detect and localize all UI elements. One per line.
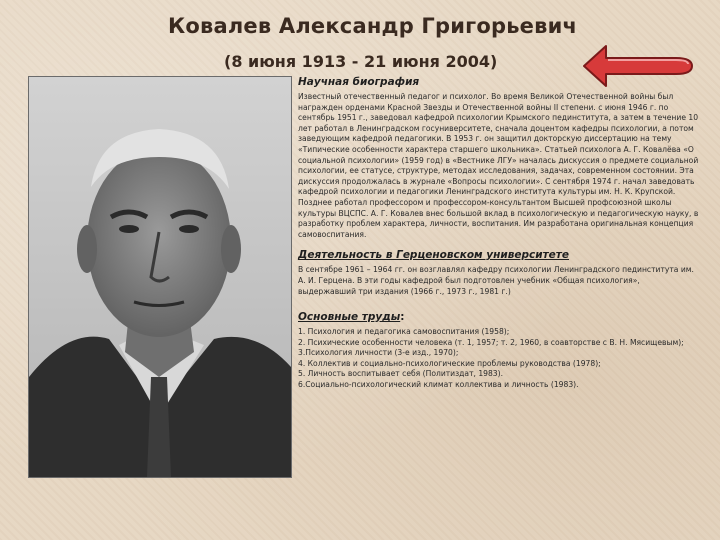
content-column: [298, 76, 700, 391]
works-item: 5. Личность воспитывает себя (Политиздат, 1983).: [298, 369, 504, 379]
life-dates: (8 июня 1913 - 21 июня 2004): [224, 52, 498, 71]
bio-text: Известный отечественный педагог и психолог. Во время Великой Отечественной войны был награжден орденами Красной Звезды и Отечественной войны II степени. с июня 1946 г. по сентябрь 1951 г., заведовал кафедрой психологии Крымского пединститута, а затем в течение 10 лет работал в Ленинградском госуниверситете, сначала доцентом кафедры психологии, а потом заведующим кафедрой педагогики. В 1953 г. он защитил докторскую диссертацию на тему «Типические особенности характера старшего школьника». Статьей психолога А. Г. Ковалёва «О социальной психологии» (1959 год) в «Вестнике ЛГУ» началась дискуссия о предмете социальной психологии, ее статусе, структуре, методах исследования, задачах, современном состоянии. Эта дискуссия продолжалась в журнале «Вопросы психологии». С сентября 1974 г. начал заведовать кафедрой психологии и педагогики Ленинградского института культуры им. Н. К. Крупской. Позднее работал профессором и профессором-консультантом Высшей профсоюзной школы культуры ВЦСПС. А. Г. Ковалев внес большой вклад в психологическую и педагогическую науку, в разработку проблем характера, личности, воспитания. Им разработана оригинальная концепция самовоспитания.: [298, 92, 699, 239]
works-list: [298, 327, 700, 391]
works-item: 2. Психические особенности человека (т. 1, 1957; т. 2, 1960, в соавторстве с В. Н. Мясищевым);: [298, 337, 684, 347]
section-works: [298, 311, 700, 391]
page-title: Ковалев Александр Григорьевич: [168, 14, 578, 38]
bio-heading: Научная биография: [298, 76, 420, 88]
works-item: 1. Психология и педагогика самовоспитания (1958);: [298, 327, 510, 337]
works-item: 3.Психология личности (3-е изд., 1970);: [298, 348, 459, 358]
works-heading-colon: :: [400, 311, 405, 324]
works-item: 4. Коллектив и социально-психологические проблемы руководства (1978);: [298, 358, 601, 368]
works-item: 6.Социально-психологический климат коллектива и личность (1983).: [298, 380, 579, 390]
section-bio: [298, 76, 700, 240]
herzen-text: В сентябре 1961 – 1964 гг. он возглавлял кафедру психологии Ленинградского пединститута им. А. И. Герцена. В эти годы кафедрой был подготовлен учебник «Общая психология», выдержавший три издания (1966 г., 1973 г., 1981 г.): [298, 265, 694, 296]
portrait-photo: [28, 76, 292, 478]
section-herzen: [298, 249, 700, 297]
herzen-heading: Деятельность в Герценовском университете: [298, 249, 570, 262]
works-heading-line: [298, 311, 700, 323]
works-heading: Основные труды: [298, 311, 401, 324]
